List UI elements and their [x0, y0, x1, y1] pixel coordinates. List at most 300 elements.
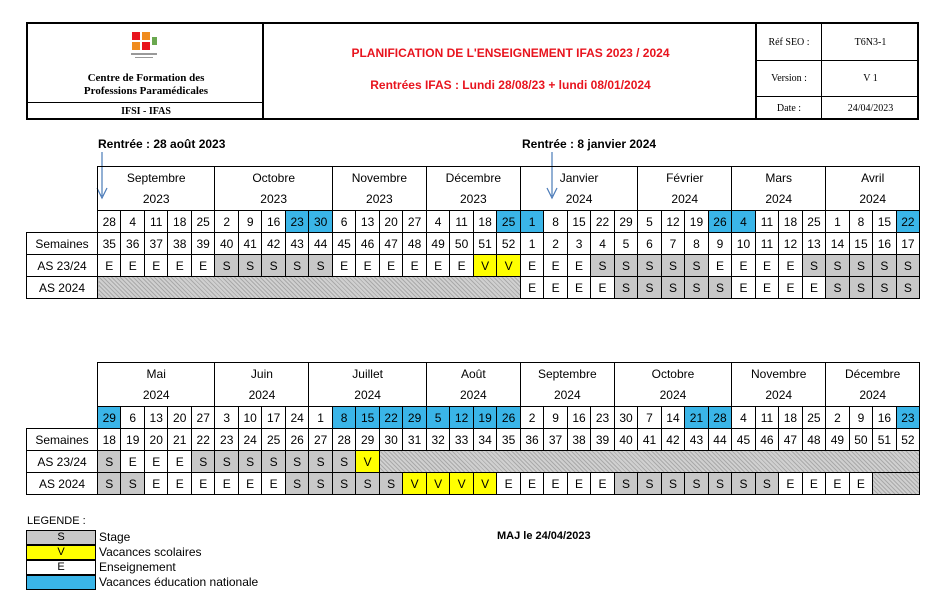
week-cell: 1	[520, 233, 543, 255]
month-name: Juin	[215, 363, 309, 385]
schedule-cell: E	[779, 277, 802, 299]
month-name: Novembre	[332, 167, 426, 189]
month-name: Octobre	[215, 167, 332, 189]
month-year: 2023	[426, 189, 520, 211]
schedule-cell: S	[685, 473, 708, 495]
schedule-cell: S	[98, 473, 121, 495]
update-date: MAJ le 24/04/2023	[497, 530, 591, 542]
schedule-cell: S	[215, 255, 238, 277]
schedule-cell: E	[849, 473, 872, 495]
week-cell: 47	[379, 233, 402, 255]
week-cell: 20	[144, 429, 167, 451]
week-cell: 43	[285, 233, 308, 255]
schedule-cell: E	[262, 473, 285, 495]
org-block	[28, 24, 264, 118]
month-year: 2024	[309, 385, 426, 407]
day-cell: 1	[826, 211, 849, 233]
schedule-cell: S	[309, 255, 333, 277]
schedule-cell: E	[98, 255, 121, 277]
schedule-cell: S	[896, 255, 919, 277]
schedule-cell: S	[685, 277, 708, 299]
hatched-cell	[98, 277, 521, 299]
schedule-cell: S	[332, 473, 355, 495]
month-row	[27, 363, 920, 385]
year-row	[27, 189, 920, 211]
week-cell: 25	[262, 429, 285, 451]
schedule-cell: E	[191, 473, 215, 495]
schedule-cell: S	[379, 473, 402, 495]
month-year: 2024	[520, 189, 637, 211]
schedule-cell: S	[661, 255, 684, 277]
schedule-cell: E	[144, 451, 167, 473]
week-cell: 23	[215, 429, 238, 451]
schedule-cell: E	[332, 255, 355, 277]
week-cell: 52	[497, 233, 521, 255]
week-cell: 19	[121, 429, 144, 451]
schedule-cell: S	[614, 255, 637, 277]
schedule-cell: S	[614, 473, 637, 495]
month-row	[27, 167, 920, 189]
schedule-cell: E	[567, 277, 590, 299]
schedule-cell: S	[591, 255, 614, 277]
day-cell: 18	[168, 211, 191, 233]
month-name: Octobre	[614, 363, 731, 385]
week-cell: 36	[520, 429, 543, 451]
schedule-cell: E	[732, 277, 755, 299]
day-cell: 24	[285, 407, 309, 429]
week-cell: 42	[262, 233, 285, 255]
schedule-row	[27, 255, 920, 277]
week-cell: 9	[708, 233, 732, 255]
day-cell: 20	[379, 211, 402, 233]
schedule-cell: E	[802, 277, 826, 299]
week-cell: 44	[708, 429, 732, 451]
schedule-cell: V	[403, 473, 427, 495]
schedule-cell: S	[661, 473, 684, 495]
rentree-january: Rentrée : 8 janvier 2024	[522, 137, 657, 151]
schedule-cell: S	[98, 451, 121, 473]
week-cell: 18	[98, 429, 121, 451]
day-cell: 22	[591, 211, 614, 233]
month-name: Février	[638, 167, 732, 189]
meta-block	[757, 24, 919, 118]
week-cell: 47	[779, 429, 802, 451]
week-cell: 49	[426, 233, 449, 255]
legend-text: Enseignement	[99, 560, 176, 574]
week-cell: 44	[309, 233, 333, 255]
schedule-cell: S	[849, 255, 872, 277]
day-cell: 11	[450, 211, 473, 233]
month-name: Novembre	[732, 363, 826, 385]
document-header	[26, 22, 919, 120]
week-cell: 24	[238, 429, 261, 451]
meta-key: Version :	[757, 61, 822, 96]
schedule-cell: E	[191, 255, 215, 277]
week-cell: 10	[732, 233, 755, 255]
week-cell: 41	[238, 233, 261, 255]
schedule-cell: E	[520, 473, 543, 495]
planning-table-2024	[26, 362, 920, 495]
schedule-cell: E	[403, 255, 427, 277]
schedule-cell: S	[873, 255, 896, 277]
schedule-cell: S	[826, 277, 849, 299]
day-cell: 11	[755, 211, 778, 233]
month-name: Septembre	[520, 363, 614, 385]
week-cell: 42	[661, 429, 684, 451]
legend-swatch: S	[26, 530, 96, 545]
day-cell: 1	[520, 211, 543, 233]
month-name: Janvier	[520, 167, 637, 189]
schedule-cell: S	[285, 255, 308, 277]
schedule-cell: S	[708, 473, 732, 495]
schedule-cell: S	[849, 277, 872, 299]
month-year: 2024	[826, 189, 920, 211]
schedule-cell: S	[309, 451, 332, 473]
week-cell: 35	[98, 233, 121, 255]
row-label: AS 23/24	[27, 255, 98, 277]
month-year: 2024	[520, 385, 614, 407]
schedule-cell: E	[732, 255, 755, 277]
schedule-cell: S	[262, 255, 285, 277]
schedule-cell: S	[238, 451, 261, 473]
schedule-cell: S	[285, 473, 309, 495]
day-cell: 15	[873, 211, 896, 233]
week-cell: 28	[332, 429, 355, 451]
schedule-cell: S	[732, 473, 755, 495]
day-cell: 29	[403, 407, 427, 429]
legend-text: Stage	[99, 530, 131, 544]
week-cell: 43	[685, 429, 708, 451]
day-cell: 28	[98, 211, 121, 233]
week-cell: 37	[144, 233, 167, 255]
day-cell: 20	[168, 407, 191, 429]
schedule-cell: E	[544, 255, 567, 277]
meta-ref	[757, 24, 919, 61]
week-cell: 46	[356, 233, 379, 255]
schedule-cell: E	[379, 255, 402, 277]
day-cell: 4	[732, 407, 755, 429]
schedule-cell: S	[685, 255, 708, 277]
day-cell: 17	[262, 407, 285, 429]
day-cell: 10	[238, 407, 261, 429]
month-year: 2024	[614, 385, 731, 407]
day-cell: 4	[732, 211, 755, 233]
week-cell: 33	[450, 429, 473, 451]
schedule-cell: E	[520, 255, 543, 277]
legend-text: Vacances scolaires	[99, 545, 202, 559]
month-year: 2024	[638, 189, 732, 211]
month-name: Septembre	[98, 167, 215, 189]
week-cell: 40	[614, 429, 637, 451]
schedule-cell: E	[591, 473, 615, 495]
day-cell: 12	[450, 407, 473, 429]
day-cell: 23	[591, 407, 615, 429]
schedule-cell: E	[755, 277, 778, 299]
week-cell: 34	[473, 429, 496, 451]
month-year: 2024	[826, 385, 920, 407]
row-label: AS 2024	[27, 473, 98, 495]
schedule-cell: E	[168, 255, 191, 277]
schedule-cell: S	[356, 473, 379, 495]
day-cell: 1	[309, 407, 332, 429]
meta-version	[757, 61, 919, 97]
schedule-cell: E	[544, 473, 567, 495]
schedule-cell: S	[262, 451, 285, 473]
blank-cell	[27, 189, 98, 211]
schedule-cell: E	[144, 473, 167, 495]
month-name: Mai	[98, 363, 215, 385]
schedule-cell: E	[238, 473, 261, 495]
schedule-cell: E	[168, 451, 191, 473]
schedule-cell: S	[802, 255, 826, 277]
day-cell: 8	[544, 211, 567, 233]
schedule-cell: S	[873, 277, 896, 299]
month-name: Mars	[732, 167, 826, 189]
week-cell: 50	[450, 233, 473, 255]
week-cell: 31	[403, 429, 427, 451]
schedule-cell: S	[614, 277, 637, 299]
week-cell: 45	[332, 233, 355, 255]
week-cell: 32	[426, 429, 449, 451]
schedule-row	[27, 451, 920, 473]
org-sub: IFSI - IFAS	[28, 102, 264, 120]
week-cell: 21	[168, 429, 191, 451]
day-cell: 25	[497, 211, 521, 233]
schedule-cell: S	[661, 277, 684, 299]
week-cell: 38	[567, 429, 590, 451]
day-cell: 29	[98, 407, 121, 429]
rentree-august: Rentrée : 28 août 2023	[98, 137, 226, 151]
week-row	[27, 429, 920, 451]
month-year: 2024	[732, 385, 826, 407]
day-cell: 18	[473, 211, 496, 233]
schedule-cell: S	[285, 451, 309, 473]
week-cell: 7	[661, 233, 684, 255]
schedule-cell: S	[191, 451, 215, 473]
day-cell: 5	[426, 407, 449, 429]
blank-cell	[27, 211, 98, 233]
day-cell: 5	[638, 211, 661, 233]
week-cell: 40	[215, 233, 238, 255]
day-cell: 9	[544, 407, 567, 429]
schedule-cell: S	[896, 277, 919, 299]
month-name: Décembre	[826, 363, 920, 385]
blank-cell	[27, 407, 98, 429]
week-cell: 48	[403, 233, 427, 255]
schedule-row	[27, 277, 920, 299]
day-cell: 30	[614, 407, 637, 429]
week-cell: 14	[826, 233, 849, 255]
schedule-cell: S	[755, 473, 778, 495]
day-cell: 26	[708, 211, 732, 233]
schedule-cell: E	[215, 473, 238, 495]
day-cell: 23	[896, 407, 920, 429]
week-cell: 8	[685, 233, 708, 255]
day-cell: 14	[661, 407, 684, 429]
schedule-cell: V	[426, 473, 449, 495]
day-cell: 16	[262, 211, 285, 233]
week-cell: 50	[849, 429, 872, 451]
month-year: 2024	[732, 189, 826, 211]
week-cell: 39	[191, 233, 215, 255]
schedule-cell: S	[826, 255, 849, 277]
day-cell: 7	[638, 407, 661, 429]
day-cell: 6	[332, 211, 355, 233]
day-cell: 6	[121, 407, 144, 429]
day-cell: 22	[379, 407, 402, 429]
week-row	[27, 233, 920, 255]
schedule-cell: S	[638, 255, 661, 277]
row-label: AS 2024	[27, 277, 98, 299]
week-cell: 5	[614, 233, 637, 255]
month-name: Décembre	[426, 167, 520, 189]
schedule-cell: E	[426, 255, 449, 277]
day-cell: 21	[685, 407, 708, 429]
day-cell: 16	[567, 407, 590, 429]
blank-cell	[27, 363, 98, 385]
schedule-cell: S	[638, 277, 661, 299]
week-cell: 39	[591, 429, 615, 451]
day-cell: 2	[520, 407, 543, 429]
week-cell: 22	[191, 429, 215, 451]
schedule-cell: E	[520, 277, 543, 299]
schedule-cell: V	[473, 255, 496, 277]
meta-key: Réf SEO :	[757, 24, 822, 60]
title-block	[264, 24, 757, 118]
day-cell: 28	[708, 407, 732, 429]
day-cell: 25	[802, 407, 826, 429]
week-cell: 35	[497, 429, 520, 451]
month-year: 2024	[98, 385, 215, 407]
day-cell: 30	[309, 211, 333, 233]
day-cell: 12	[661, 211, 684, 233]
week-cell: 12	[779, 233, 802, 255]
day-cell: 27	[191, 407, 215, 429]
schedule-cell: E	[121, 255, 144, 277]
day-cell: 15	[356, 407, 379, 429]
week-cell: 49	[826, 429, 849, 451]
week-cell: 30	[379, 429, 402, 451]
day-cell: 19	[473, 407, 496, 429]
hatched-cell	[379, 451, 919, 473]
day-cell: 23	[285, 211, 308, 233]
week-cell: 45	[732, 429, 755, 451]
legend-swatch: E	[26, 560, 96, 575]
week-cell: 51	[873, 429, 896, 451]
schedule-cell: E	[356, 255, 379, 277]
legend-swatch: V	[26, 545, 96, 560]
day-row	[27, 211, 920, 233]
week-cell: 29	[356, 429, 379, 451]
schedule-cell: S	[121, 473, 144, 495]
schedule-cell: E	[802, 473, 826, 495]
row-label: AS 23/24	[27, 451, 98, 473]
week-cell: 38	[168, 233, 191, 255]
week-cell: 6	[638, 233, 661, 255]
week-cell: 16	[873, 233, 896, 255]
day-cell: 15	[567, 211, 590, 233]
schedule-cell: E	[708, 255, 732, 277]
day-cell: 11	[144, 211, 167, 233]
schedule-cell: E	[826, 473, 849, 495]
planning-table-2023	[26, 166, 920, 299]
schedule-cell: E	[591, 277, 614, 299]
schedule-cell: S	[309, 473, 332, 495]
day-cell: 18	[779, 407, 802, 429]
blank-cell	[27, 167, 98, 189]
schedule-cell: E	[144, 255, 167, 277]
day-cell: 2	[215, 211, 238, 233]
page-title: PLANIFICATION DE L'ENSEIGNEMENT IFAS 2023 / 2024	[351, 46, 670, 60]
week-cell: 27	[309, 429, 332, 451]
schedule-cell: E	[497, 473, 520, 495]
schedule-cell: E	[168, 473, 191, 495]
day-cell: 9	[238, 211, 261, 233]
week-cell: 36	[121, 233, 144, 255]
row-label: Semaines	[27, 233, 98, 255]
day-cell: 26	[497, 407, 520, 429]
day-cell: 8	[849, 211, 872, 233]
legend-swatch	[26, 575, 96, 590]
meta-value: T6N3-1	[854, 37, 887, 48]
day-cell: 13	[144, 407, 167, 429]
week-cell: 37	[544, 429, 567, 451]
week-cell: 11	[755, 233, 778, 255]
month-year: 2023	[215, 189, 332, 211]
schedule-row	[27, 473, 920, 495]
month-year: 2024	[426, 385, 520, 407]
meta-value: 24/04/2023	[847, 103, 894, 114]
month-name: Juillet	[309, 363, 426, 385]
schedule-cell: S	[238, 255, 261, 277]
month-name: Avril	[826, 167, 920, 189]
day-cell: 4	[426, 211, 449, 233]
week-cell: 46	[755, 429, 778, 451]
schedule-cell: S	[708, 277, 732, 299]
day-cell: 29	[614, 211, 637, 233]
day-cell: 19	[685, 211, 708, 233]
week-cell: 3	[567, 233, 590, 255]
day-cell: 18	[779, 211, 802, 233]
week-cell: 15	[849, 233, 872, 255]
year-row	[27, 385, 920, 407]
day-cell: 22	[896, 211, 919, 233]
day-cell: 16	[873, 407, 896, 429]
meta-date	[757, 97, 919, 120]
day-row	[27, 407, 920, 429]
schedule-cell: E	[779, 255, 802, 277]
schedule-cell: V	[473, 473, 496, 495]
schedule-cell: S	[215, 451, 238, 473]
day-cell: 25	[802, 211, 826, 233]
blank-cell	[27, 385, 98, 407]
week-cell: 52	[896, 429, 920, 451]
schedule-cell: V	[356, 451, 379, 473]
day-cell: 8	[332, 407, 355, 429]
week-cell: 4	[591, 233, 614, 255]
day-cell: 27	[403, 211, 427, 233]
schedule-cell: V	[450, 473, 473, 495]
schedule-cell: V	[497, 255, 521, 277]
hatched-cell	[873, 473, 920, 495]
schedule-cell: E	[755, 255, 778, 277]
week-cell: 17	[896, 233, 919, 255]
schedule-cell: S	[638, 473, 661, 495]
day-cell: 25	[191, 211, 215, 233]
day-cell: 9	[849, 407, 872, 429]
schedule-cell: E	[450, 255, 473, 277]
day-cell: 4	[121, 211, 144, 233]
